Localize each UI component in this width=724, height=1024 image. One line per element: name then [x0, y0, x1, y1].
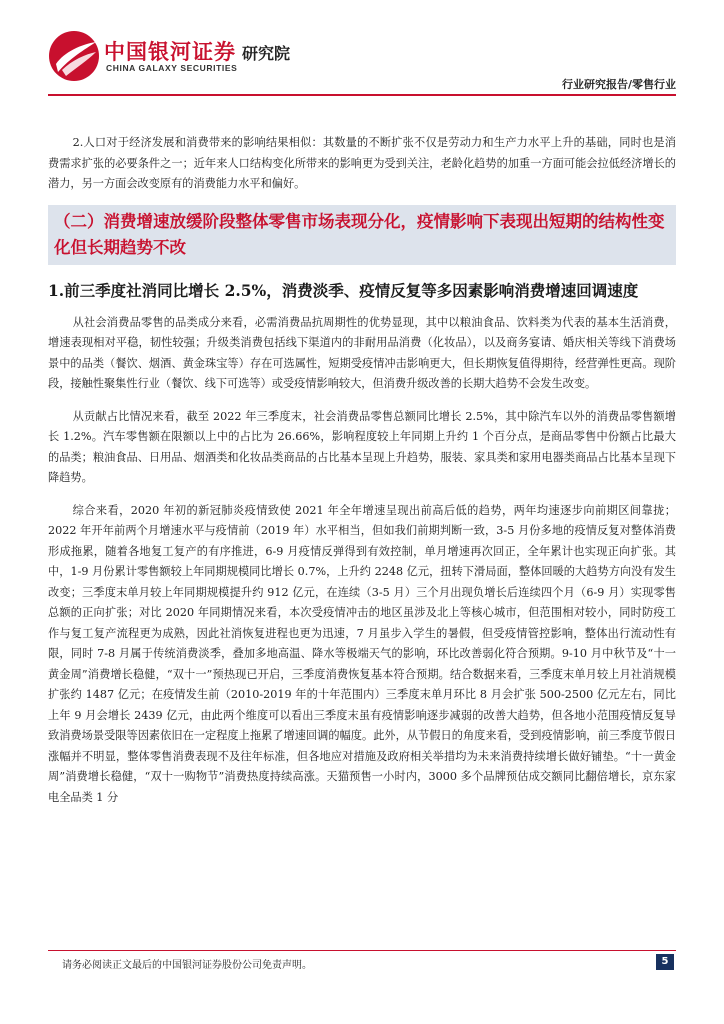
report-category: 行业研究报告/零售行业 — [561, 78, 676, 91]
header-divider — [48, 94, 676, 96]
subsection-title: 1.前三季度社消同比增长 2.5%，消费淡季、疫情反复等多因素影响消费增速回调速度 — [48, 280, 639, 300]
company-logo-icon — [48, 30, 100, 82]
page-number: 5 — [656, 954, 674, 970]
company-name-cn: 中国银河证券 — [104, 40, 236, 64]
paragraph-intro: 2.人口对于经济发展和消费带来的影响结果相似：其数量的不断扩张不仅是劳动力和生产力水平上升的基础，同时也是消费需求扩张的必要条件之一；近年来人口结构变化所带来的影响更为受到关注，老龄化趋势的加重一方面可能会拉低经济增长的潜力，另一方面会改变原有的消费能力水平和偏好。 — [48, 136, 676, 190]
report-body — [48, 133, 676, 808]
institute-label: 研究院 — [242, 44, 291, 63]
paragraph-overall-trend: 综合来看，2020 年初的新冠肺炎疫情致使 2021 年全年增速呈现出前高后低的趋势，两年均速逐步向前期区间靠拢；2022 年开年前两个月增速水平与疫情前（2019 年）水平相当，但如我们前期判断一致，3-5 月份多地的疫情反复对整体消费形成拖累，随着各地复工复产的有序推进，6-9 月疫情反弹得到有效控制，单月增速再次回正，全年累计也实现正向扩张。其中，1-9 月份累计零售额较上年同期规模同比增长 0.7%，上升约 2248 亿元，扭转下滑局面，整体回暖的大趋势方向没有发生改变；三季度末单月较上年同期规模提升约 912 亿元，在连续（3-5 月）三个月出现负增长后连续四个月（6-9 月）实现零售总额的正向扩张；对比 2020 年同期情况来看，本次受疫情冲击的地区虽涉及北上等核心城市，但范围相对较小，同时防疫工作与复工复产流程更为成熟，因此社消恢复进程也更为迅速，7 月虽步入学生的暑假，但受疫情管控影响，整体出行流动性有限，同时 7-8 月属于传统消费淡季，叠加多地高温、降水等极端天气的影响，环比改善弱化符合预期。9-10 月中秋节及“十一黄金周”消费增长稳健，“双十一”预热现已开启，三季度消费恢复基本符合预期。结合数据来看，三季度末单月较上月社消规模扩张约 1487 亿元；在疫情发生前（2010-2019 年的十年范围内）三季度末单月环比 8 月会扩张 500-2500 亿元左右，同比上年 9 月会增长 2439 亿元，由此两个维度可以看出三季度末虽有疫情影响逐步减弱的改善大趋势，但各地小范围疫情反复导致消费场景受限等因素依旧在一定程度上拖累了增速回调的幅度。此外，从节假日的角度来看，受到疫情影响，前三季度节假日涨幅并不明显，整体零售消费表现不及往年标准，但各地应对措施及政府相关举措均为未来消费持续增长做好铺垫。“十一黄金周”消费增长稳健，“双十一购物节”消费热度持续高涨。天猫预售一小时内，3000 多个品牌预估成交额同比翻倍增长，京东家电全品类 1 分 — [48, 503, 676, 804]
footer-divider — [48, 950, 676, 951]
section-title: （二）消费增速放缓阶段整体零售市场表现分化，疫情影响下表现出短期的结构性变化但长期趋势不改 — [48, 205, 676, 265]
disclaimer-note: 请务必阅读正文最后的中国银河证券股份公司免责声明。 — [62, 960, 312, 971]
paragraph-contribution-share: 从贡献占比情况来看，截至 2022 年三季度末，社会消费品零售总额同比增长 2.5%，其中除汽车以外的消费品零售额增长 1.2%。汽车零售额在限额以上中的占比为 26.66%，影响程度较上年同期上升约 1 个百分点，是商品零售中份额占比最大的品类；粮油食品、日用品、烟酒类和化妆品类商品的占比基本呈现上升趋势，服装、家具类和家用电器类商品占比基本呈现下降趋势。 — [48, 409, 676, 484]
company-name-en: CHINA GALAXY SECURITIES — [106, 63, 238, 73]
paragraph-category-structure: 从社会消费品零售的品类成分来看，必需消费品抗周期性的优势显现，其中以粮油食品、饮料类为代表的基本生活消费，增速表现相对平稳，韧性较强；升级类消费包括线下渠道内的非耐用品消费（化妆品），以及商务宴请、婚庆相关等线下消费场景中的品类（餐饮、烟酒、黄金珠宝等）存在可选属性，短期受疫情冲击影响更大，但长期恢复值得期待，经营弹性更高。现阶段，接触性聚集性行业（餐饮、线下可选等）或受疫情影响较大，但消费升级改善的长期大趋势不会发生改变。 — [48, 315, 676, 390]
